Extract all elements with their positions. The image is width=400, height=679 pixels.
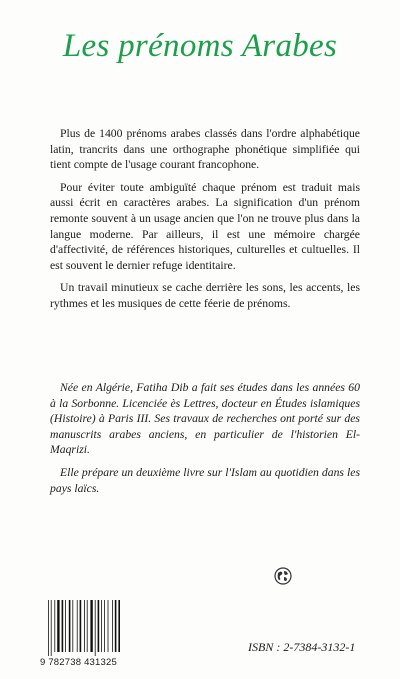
isbn-label: ISBN : 2-7384-3132-1 (248, 640, 356, 654)
description-paragraph: Un travail minutieux se cache derrière les sons, les accents, les rythmes et les musiques de cette féerie de prénoms. (50, 281, 360, 310)
globe-icon (274, 567, 292, 585)
book-description (50, 126, 360, 319)
book-title: Les prénoms Arabes (62, 28, 338, 64)
barcode (40, 600, 120, 670)
description-paragraph: Pour éviter toute ambiguïté chaque prénom est traduit mais aussi écrit en caractères arabes. La signification d'un prénom remonte souvent à un usage ancien que l'on ne trouve plus dans la langue moderne. Par ailleurs, il est une mémoire chargée d'affectivité, de références historiques, culturelles et cultuelles. Il est souvent le dernier refuge identitaire. (50, 180, 360, 272)
description-paragraph: Plus de 1400 prénoms arabes classés dans l'ordre alphabétique latin, trancrits dans une orthographe phonétique simplifiée qui tient compte de l'usage courant francophone. (50, 127, 360, 172)
barcode-bars (48, 600, 122, 656)
author-bio (50, 380, 360, 503)
barcode-number: 9 782738 431325 (40, 657, 117, 668)
author-bio-paragraph: Elle prépare un deuxième livre sur l'Islam au quotidien dans les pays laïcs. (50, 465, 360, 495)
author-bio-paragraph: Née en Algérie, Fatiha Dib a fait ses études dans les années 60 à la Sorbonne. Licenciée ès Lettres, docteur en Études islamiques (Histoire) à Paris III. Ses travaux de recherches ont porté sur des manuscrits arabes anciens, en particulier de l'historien El-Maqrizi. (50, 381, 360, 457)
